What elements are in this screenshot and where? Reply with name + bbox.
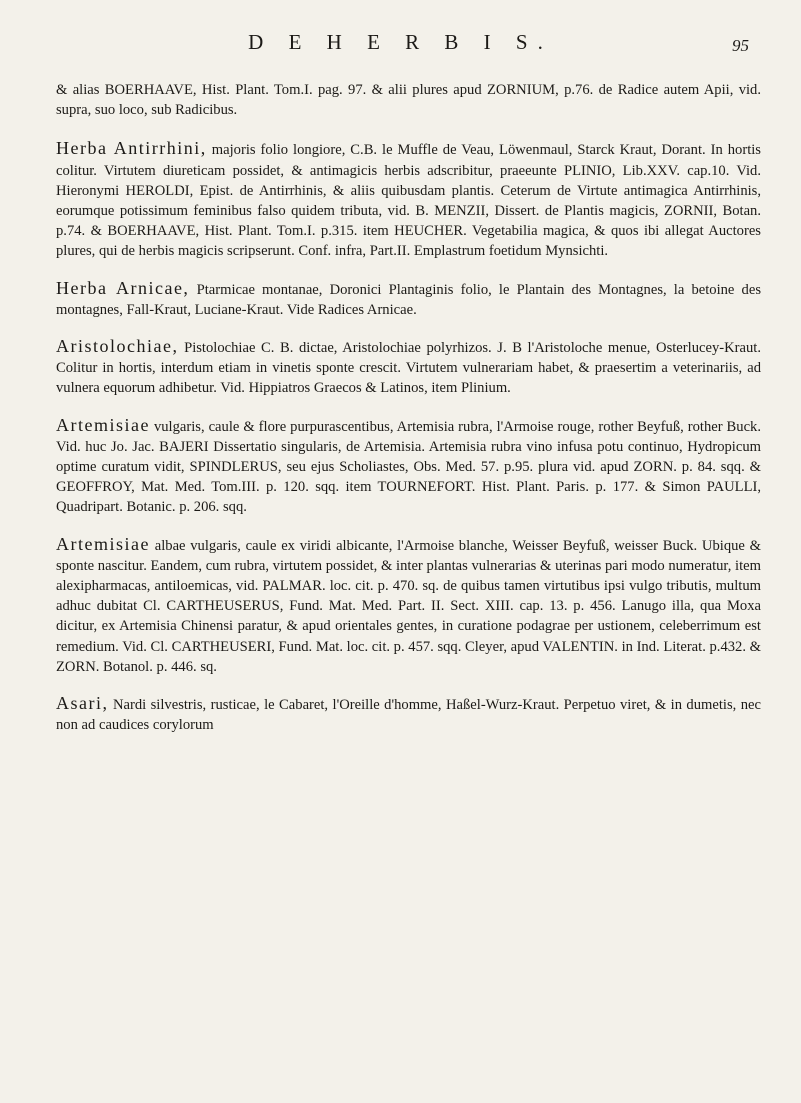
paragraph-text: vulgaris, caule & flore purpurascentibus, Artemisia rubra, l'Armoise rouge, rother Beyfuß, rother Buck. Vid. huc Jo. Jac. BAJERI Dissertatio singularis, de Artemisia. Artemisia rubra vino infusa potu continuo, Hydropicum optime curatum vidit, SPINDLERUS, seu ejus Scholiastes, Obs. Med. 57. p.95. plura vid. apud ZORN. p. 84. sqq. & GEOFFROY, Mat. Med. Tom.III. p. 120. sqq. item TOURNEFORT. Hist. Plant. Paris. p. 177. & Simon PAULLI, Quadripart. Botanic. p. 206. sqq. — [56, 418, 761, 516]
paragraph-artemisiae-albae — [56, 534, 761, 677]
paragraph-aristolochiae — [56, 336, 761, 399]
lemma-heading: Herba Arnicae, — [56, 277, 190, 298]
paragraph-asari — [56, 693, 761, 735]
paragraph-apii — [56, 80, 761, 120]
lemma-heading: Asari, — [56, 693, 109, 714]
paragraph-text: & alias BOERHAAVE, Hist. Plant. Tom.I. pag. 97. & alii plures apud ZORNIUM, p.76. de Radice autem Apii, vid. supra, suo loco, sub Radicibus. — [56, 82, 761, 119]
paragraph-text: majoris folio longiore, C.B. le Muffle de Veau, Löwenmaul, Starck Kraut, Dorant. In hortis colitur. Virtutem diureticam possidet, & antimagicis herbis adscribitur, praeeunte PLINIO, Lib.XXV. cap.10. Vid. Hieronymi HEROLDI, Epist. de Antirrhinis, & aliis quibusdam plantis. Ceterum de Virtute antimagica Antirrhinis, eorumque potissimum feminibus falso quidem tributa, vid. B. MENZII, Dissert. de Plantis magicis, ZORNII, Botan. p.74. & BOERHAAVE, Hist. Plant. Tom.I. p.315. item HEUCHER. Vegetabilia magica, & quos ibi allegat Auctores plures, qui de herbis magicis scripserunt. Conf. infra, Part.II. Emplastrum foetidum Mynsichti. — [56, 142, 761, 260]
paragraph-text: albae vulgaris, caule ex viridi albicante, l'Armoise blanche, Weisser Beyfuß, weisser Buck. Ubique & sponte nascitur. Eandem, cum rubra, virtutem possidet, & inter plantas vulnerarias & uterinas pari modo numeratur, item alexipharmacas, antiloemicas, vid. PALMAR. loc. cit. p. 470. sq. de quibus tamen virtutibus ipsi vulgo tributis, multum adhuc dubitat Cl. CARTHEUSERUS, Fund. Mat. Med. Part. II. Sect. XIII. cap. 13. p. 456. Lanugo illa, qua Moxa dicitur, ex Artemisia Chinensi paratur, & apud orientales gentes, in curatione podagrae per ustionem, celeberrimum est remedium. Vid. Cl. CARTHEUSERI, Fund. Mat. loc. cit. p. 457. sqq. Cleyer, apud VALENTIN. in Ind. Literat. p.432. & ZORN. Botanol. p. 446. sq. — [56, 537, 761, 675]
page-number: 95 — [732, 36, 749, 55]
paragraph-text: Nardi silvestris, rusticae, le Cabaret, l'Oreille d'homme, Haßel-Wurz-Kraut. Perpetuo viret, & in dumetis, nec non ad caudices corylorum — [56, 697, 761, 734]
paragraph-artemisiae-rubrae — [56, 415, 761, 518]
paragraph-text: Pistolochiae C. B. dictae, Aristolochiae polyrhizos. J. B l'Aristoloche menue, Osterlucey-Kraut. Colitur in hortis, interdum etiam in vinetis sponte crescit. Virtutem vulnerariam habet, & praesertim a veterinariis, ad vulnera equorum adhibetur. Vid. Hippiatros Graecos & Latinos, item Plinium. — [56, 340, 761, 397]
running-head — [0, 22, 801, 62]
lemma-heading: Herba Antirrhini, — [56, 138, 207, 159]
text-body — [56, 80, 761, 751]
running-title: D E H E R B I S. — [248, 30, 553, 54]
paragraph-antirrhini — [56, 138, 761, 261]
paragraph-arnicae — [56, 278, 761, 320]
lemma-heading: Aristolochiae, — [56, 336, 179, 357]
paragraph-text: Ptarmicae montanae, Doronici Plantaginis folio, le Plantain des Montagnes, la betoine des montagnes, Fall-Kraut, Luciane-Kraut. Vide Radices Arnicae. — [56, 281, 761, 318]
lemma-heading: Artemisiae — [56, 533, 150, 554]
lemma-heading: Artemisiae — [56, 414, 150, 435]
